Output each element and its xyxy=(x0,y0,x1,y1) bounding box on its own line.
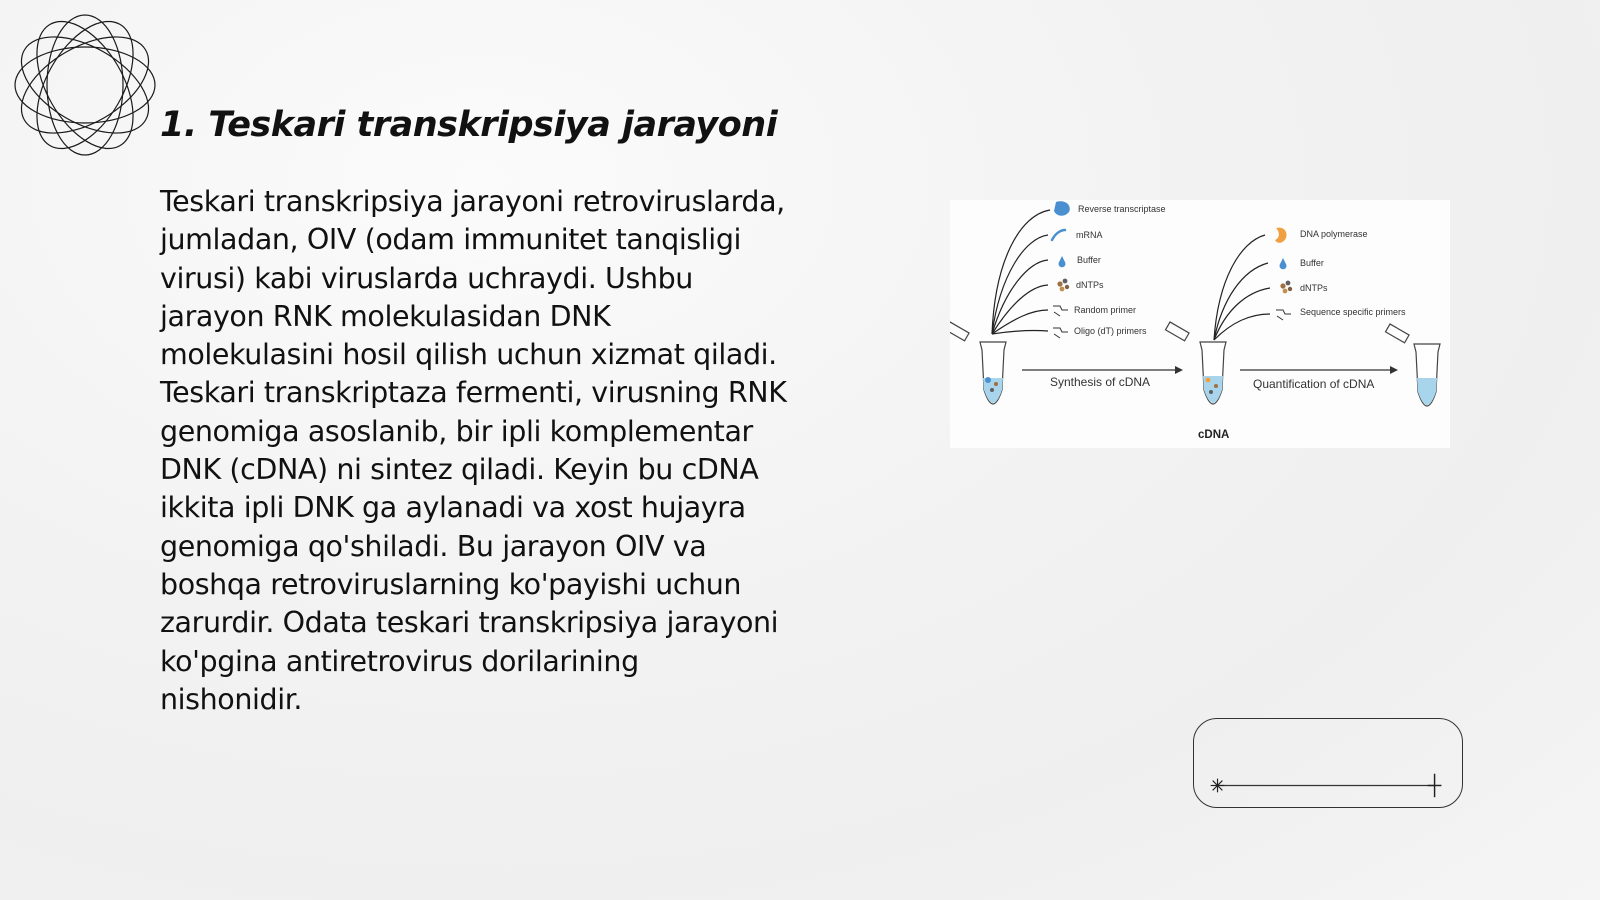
label-dna-polymerase: DNA polymerase xyxy=(1300,229,1368,239)
tube-1 xyxy=(950,322,1006,404)
slide-title: 1. Teskari transkripsiya jarayoni xyxy=(160,105,778,145)
decorative-rounded-panel xyxy=(1193,718,1463,808)
sparkle-icon xyxy=(1428,774,1442,797)
oligo-dt-primer-icon xyxy=(1053,328,1068,338)
label-dntps: dNTPs xyxy=(1076,280,1104,290)
label-dntps-2: dNTPs xyxy=(1300,283,1328,293)
rt-pcr-diagram-svg xyxy=(950,200,1450,448)
dna-polymerase-icon xyxy=(1275,228,1287,243)
label-buffer-2: Buffer xyxy=(1300,258,1324,268)
buffer-drop-icon-2 xyxy=(1280,258,1287,269)
starburst-icon xyxy=(1211,779,1225,793)
step-synthesis-label: Synthesis of cDNA xyxy=(1050,375,1151,389)
left-reagent-lines xyxy=(992,210,1050,334)
dntps-icon-2 xyxy=(1280,281,1292,294)
label-reverse-transcriptase: Reverse transcriptase xyxy=(1078,204,1166,214)
reverse-transcriptase-icon xyxy=(1054,201,1070,215)
tube-cdna-label: cDNA xyxy=(1198,429,1230,441)
step-quantification-label: Quantification of cDNA xyxy=(1253,377,1375,391)
spirograph-emblem-icon xyxy=(10,10,160,160)
label-sequence-specific-primers: Sequence specific primers xyxy=(1300,307,1406,317)
random-primer-icon xyxy=(1053,306,1068,316)
dntps-icon xyxy=(1057,279,1069,292)
panel-line-svg xyxy=(1194,719,1462,807)
right-reagent-lines xyxy=(1214,235,1270,340)
label-oligo-dt-primers: Oligo (dT) primers xyxy=(1074,326,1147,336)
mrna-icon xyxy=(1052,230,1065,240)
label-random-primer: Random primer xyxy=(1074,305,1137,315)
buffer-drop-icon xyxy=(1059,256,1066,267)
rt-pcr-diagram xyxy=(950,200,1450,448)
sequence-primer-icon xyxy=(1276,310,1291,320)
slide-body-text: Teskari transkripsiya jarayoni retroviruslarda, jumladan, OIV (odam immunitet tanqisligi virusi) kabi viruslarda uchraydi. Ushbu jarayon RNK molekulasidan DNK molekulasini hosil qilish uchun xizmat qiladi. Teskari transkriptaza fermenti, virusning RNK genomiga asoslanib, bir ipli komplementar DNK (cDNA) ni sintez qiladi. Keyin bu cDNA ikkita ipli DNK ga aylanadi va xost hujayra genomiga qo'shiladi. Bu jarayon OIV va boshqa retroviruslarning ko'payishi uchun zarurdir. Odata teskari transkripsiya jarayoni ko'pgina antiretrovirus dorilarining nishonidir. xyxy=(160,185,787,716)
tube-3 xyxy=(1386,324,1441,406)
label-buffer: Buffer xyxy=(1077,255,1101,265)
label-mrna: mRNA xyxy=(1076,230,1103,240)
